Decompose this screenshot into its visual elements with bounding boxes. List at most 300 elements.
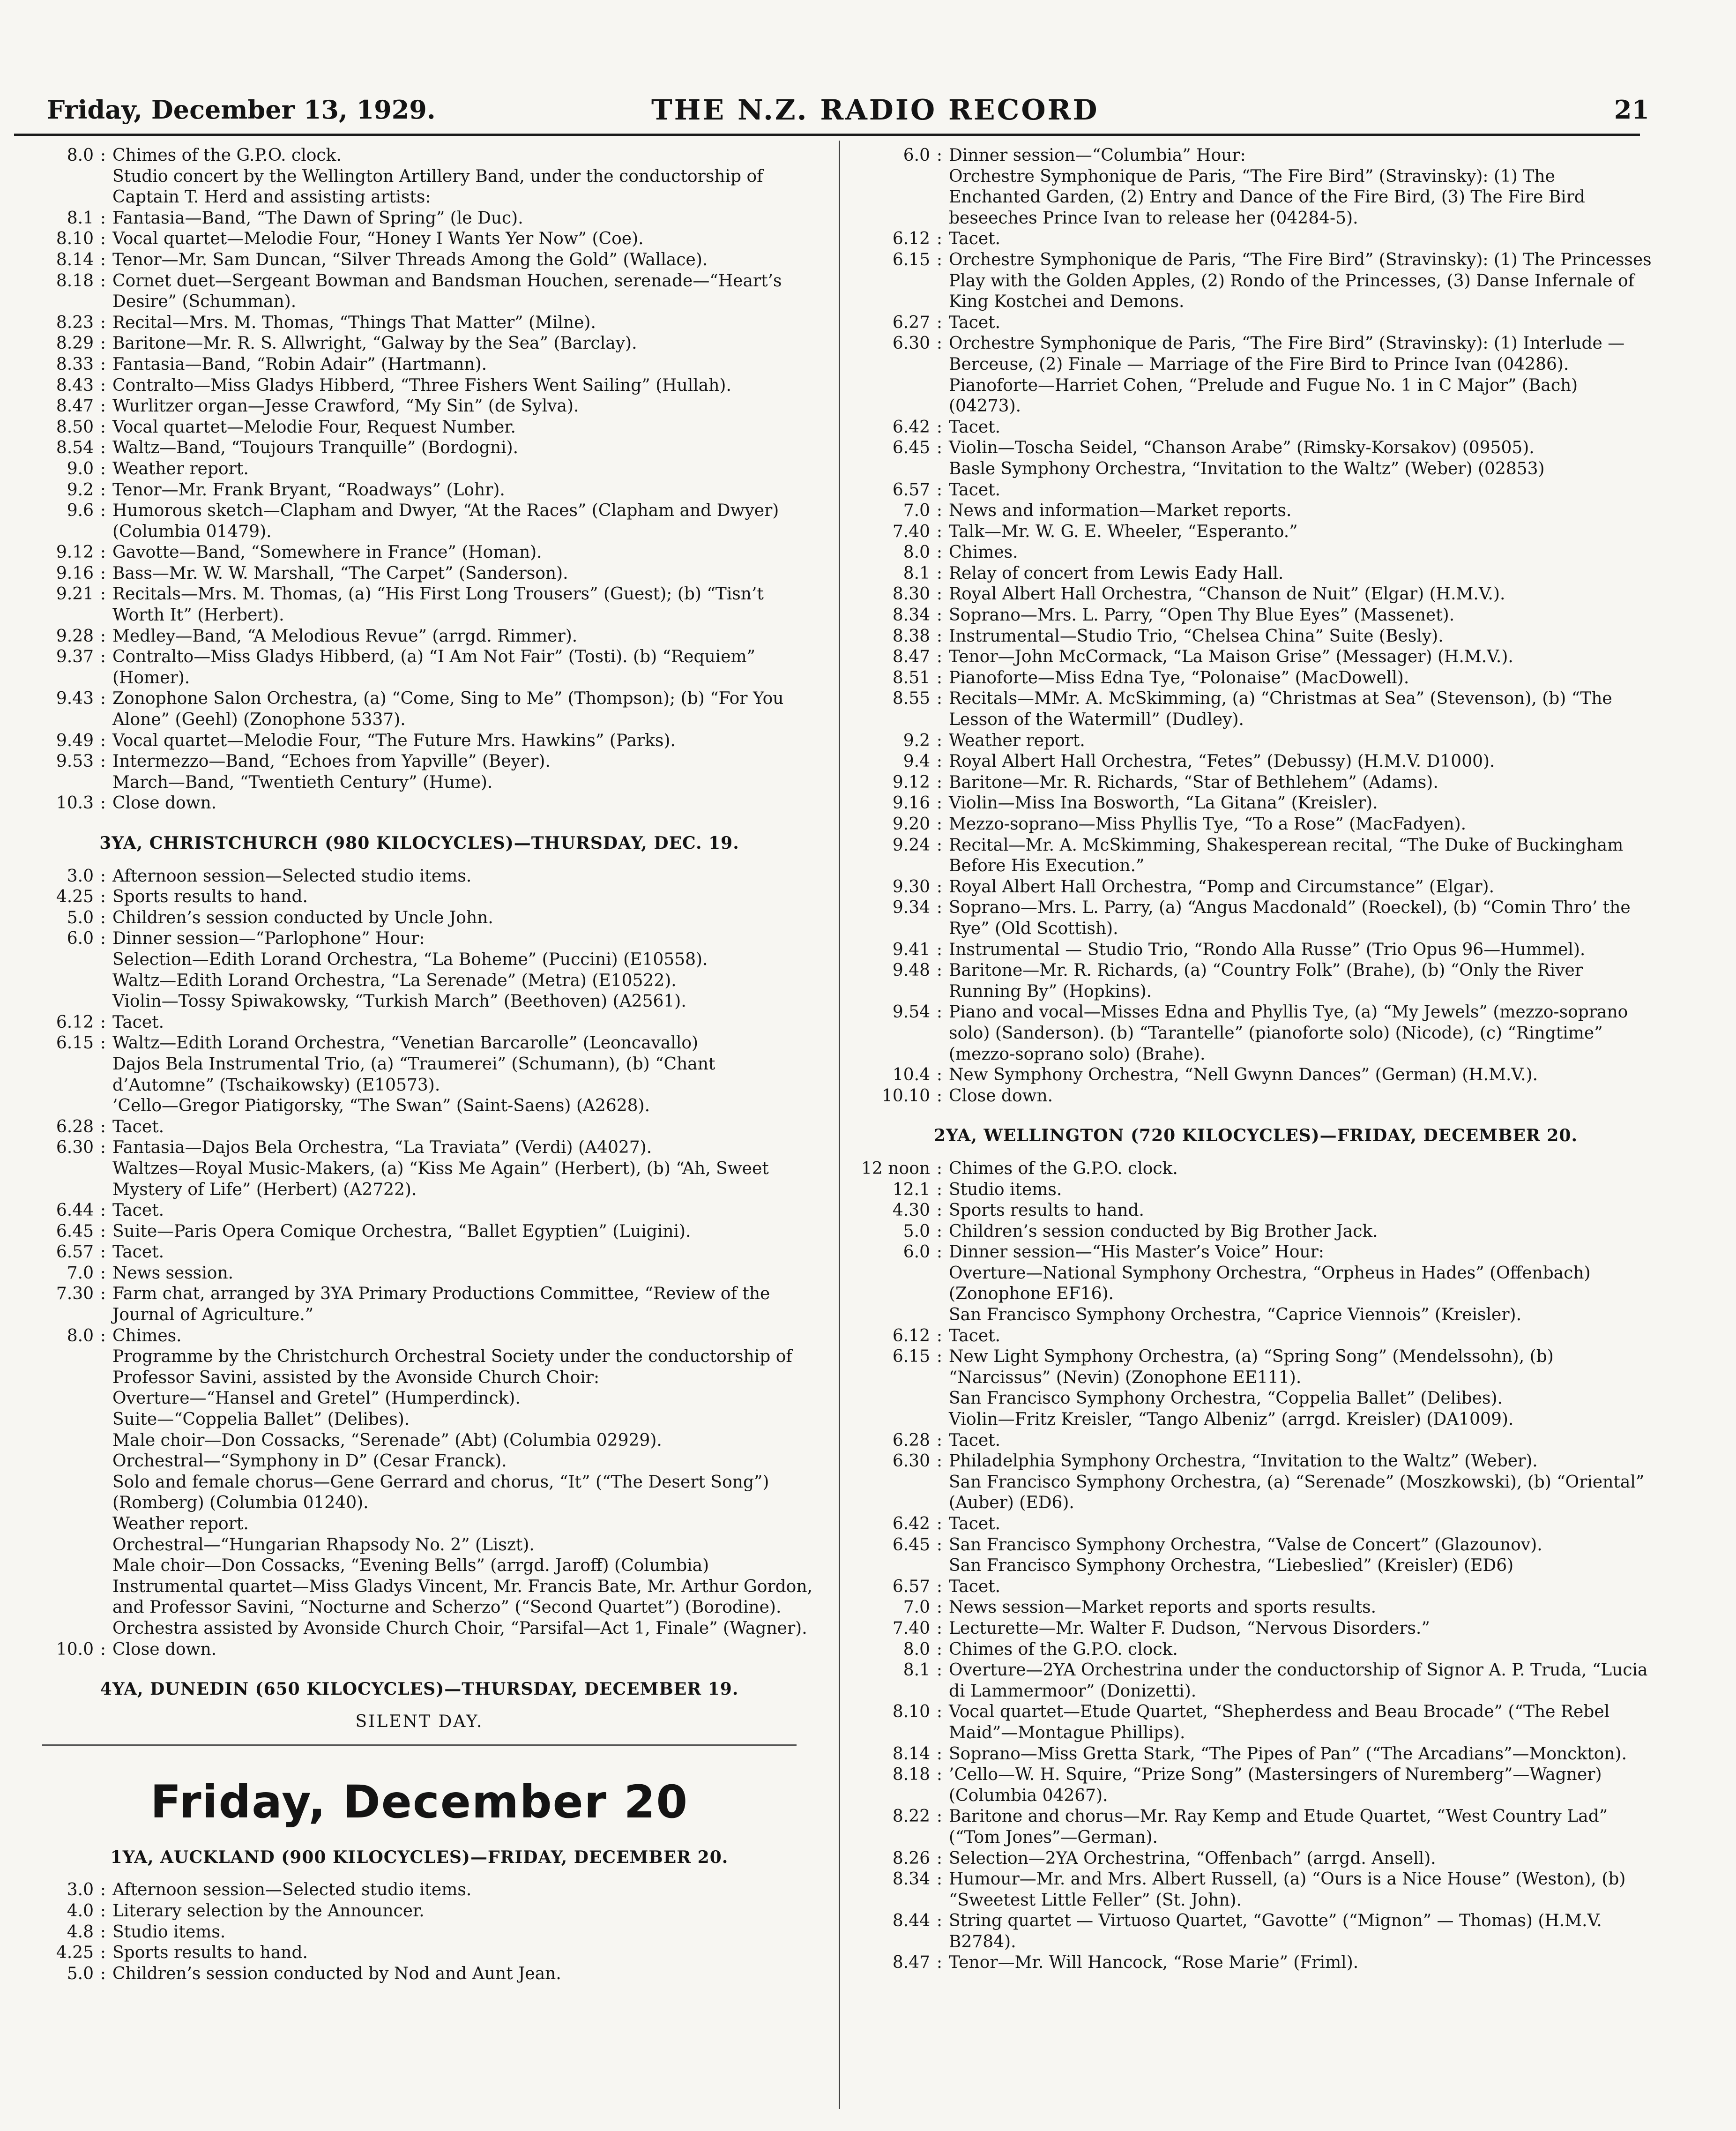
programme-item (23, 1033, 815, 1054)
programme-text: Tenor—Mr. Frank Bryant, “Roadways” (Lohr). (112, 480, 505, 500)
programme-text: Instrumental — Studio Trio, “Rondo Alla Russe” (Trio Opus 96—Hummel). (949, 940, 1586, 959)
time-separator: : (100, 1284, 106, 1304)
programme-time: 9.0 (67, 459, 94, 479)
programme-text: San Francisco Symphony Orchestra, “Valse de Concert” (Glazounov). (949, 1535, 1542, 1555)
programme-text: Close down. (112, 1639, 217, 1659)
programme-text: Fantasia—Dajos Bela Orchestra, “La Traviata” (Verdi) (A4027). (112, 1138, 652, 1158)
programme-time: 9.16 (892, 793, 930, 813)
programme-text: Overture—National Symphony Orchestra, “Orpheus in Hades” (Offenbach) (Zonophone EF16). (949, 1263, 1591, 1304)
programme-time: 12.1 (892, 1180, 930, 1199)
programme-time: 9.49 (56, 731, 94, 750)
programme-item (860, 542, 1652, 563)
programme-time: 8.1 (903, 563, 930, 583)
programme-time: 9.2 (67, 480, 94, 500)
programme-time: 6.0 (67, 929, 94, 949)
programme-item (860, 814, 1652, 835)
programme-text: Vocal quartet—Melodie Four, “The Future Mrs. Hawkins” (Parks). (112, 731, 676, 750)
programme-item (23, 1200, 815, 1221)
programme-text: Waltz—Band, “Toujours Tranquille” (Bordogni). (112, 438, 519, 458)
programme-text: Suite—“Coppelia Ballet” (Delibes). (112, 1410, 410, 1429)
programme-item (860, 459, 1652, 480)
programme-item (860, 1221, 1652, 1242)
programme-time: 6.57 (892, 480, 930, 500)
page-number: 21 (1614, 95, 1649, 125)
programme-item (860, 1242, 1652, 1263)
programme-time: 10.10 (881, 1086, 930, 1106)
programme-item (23, 145, 815, 166)
programme-item (23, 208, 815, 229)
programme-time: 12 noon (861, 1159, 930, 1178)
programme-time: 6.15 (56, 1033, 94, 1053)
programme-text: Tacet. (112, 1201, 164, 1220)
programme-item (23, 584, 815, 626)
time-separator: : (936, 438, 943, 458)
programme-text: Zonophone Salon Orchestra, (a) “Come, Sing to Me” (Thompson); (b) “For You Alone” (Geehl) (Zonophone 5337). (112, 689, 784, 730)
programme-item (23, 396, 815, 417)
programme-time: 9.21 (56, 584, 94, 604)
programme-time: 4.25 (56, 887, 94, 907)
programme-time: 8.43 (56, 375, 94, 395)
time-separator: : (936, 1347, 943, 1367)
programme-text: Weather report. (949, 731, 1085, 750)
programme-text: Soprano—Mrs. L. Parry, “Open Thy Blue Eyes” (Massenet). (949, 606, 1455, 625)
programme-item (23, 1054, 815, 1096)
programme-text: Vocal quartet—Etude Quartet, “Shepherdess and Beau Brocade” (“The Rebel Maid”—Montague Phillips). (949, 1702, 1610, 1742)
programme-item (23, 751, 815, 772)
time-separator: : (936, 1326, 943, 1346)
programme-text: Orchestral—“Symphony in D” (Cesar Franck). (112, 1451, 507, 1471)
programme-time: 8.0 (67, 146, 94, 165)
time-separator: : (936, 1598, 943, 1617)
programme-text: March—Band, “Twentieth Century” (Hume). (112, 772, 493, 792)
programme-text: Wurlitzer organ—Jesse Crawford, “My Sin” (de Sylva). (112, 396, 579, 416)
programme-item (860, 145, 1652, 166)
time-separator: : (100, 1639, 106, 1659)
programme-text: Royal Albert Hall Orchestra, “Fetes” (Debussy) (H.M.V. D1000). (949, 752, 1495, 771)
station-heading: 2YA, WELLINGTON (720 KILOCYCLES)—FRIDAY, DECEMBER 20. (933, 1126, 1578, 1146)
programme-text: Sports results to hand. (112, 887, 308, 907)
programme-text: Waltz—Edith Lorand Orchestra, “Venetian Barcarolle” (Leoncavallo) (112, 1033, 699, 1053)
programme-item (23, 229, 815, 250)
time-separator: : (936, 417, 943, 437)
programme-time: 8.47 (892, 1953, 930, 1973)
programme-time: 9.2 (903, 731, 930, 750)
programme-text: Tacet. (949, 313, 1001, 332)
programme-time: 8.44 (892, 1911, 930, 1931)
programme-time: 4.25 (56, 1943, 94, 1963)
programme-text: Waltz—Edith Lorand Orchestra, “La Serenade” (Metra) (E10522). (112, 971, 677, 990)
station-heading: 1YA, AUCKLAND (900 KILOCYCLES)—FRIDAY, DECEMBER 20. (110, 1847, 729, 1867)
right-column (860, 145, 1652, 1974)
programme-item (860, 688, 1652, 730)
column-divider (839, 141, 840, 2109)
time-separator: : (100, 501, 106, 521)
programme-text: Fantasia—Band, “The Dawn of Spring” (le Duc). (112, 208, 523, 228)
time-separator: : (100, 146, 106, 165)
programme-item (860, 1848, 1652, 1869)
programme-item (860, 250, 1652, 313)
programme-item (860, 166, 1652, 229)
time-separator: : (936, 1765, 943, 1785)
programme-text: Dinner session—“Columbia” Hour: (949, 146, 1246, 165)
programme-item (860, 1514, 1652, 1535)
programme-time: 4.30 (892, 1201, 930, 1220)
time-separator: : (936, 961, 943, 980)
time-separator: : (100, 793, 106, 813)
time-separator: : (936, 689, 943, 709)
programme-item (860, 417, 1652, 438)
programme-text: Soprano—Miss Gretta Stark, “The Pipes of Pan” (“The Arcadians”—Monckton). (949, 1744, 1627, 1764)
programme-text: Tenor—John McCormack, “La Maison Grise” (Messager) (H.M.V.). (949, 647, 1513, 667)
programme-time: 9.43 (56, 689, 94, 709)
programme-text: Violin—Fritz Kreisler, “Tango Albeniz” (arrgd. Kreisler) (DA1009). (949, 1410, 1514, 1429)
programme-item (23, 1577, 815, 1618)
programme-item (23, 688, 815, 730)
time-separator: : (936, 772, 943, 792)
programme-item (860, 1911, 1652, 1952)
programme-text: Baritone—Mr. R. Richards, (a) “Country Folk” (Brahe), (b) “Only the River Running By” (Hopkins). (949, 961, 1583, 1001)
programme-item (860, 501, 1652, 522)
programme-item (860, 731, 1652, 752)
programme-time: 6.12 (892, 229, 930, 249)
programme-item (23, 1117, 815, 1138)
time-separator: : (936, 501, 943, 521)
programme-time: 9.20 (892, 815, 930, 834)
programme-time: 8.47 (56, 396, 94, 416)
time-separator: : (936, 1201, 943, 1220)
programme-text: Selection—2YA Orchestrina, “Offenbach” (arrgd. Ansell). (949, 1848, 1436, 1868)
programme-text: Recital—Mrs. M. Thomas, “Things That Matter” (Milne). (112, 313, 596, 332)
programme-text: Tacet. (949, 1514, 1001, 1533)
programme-item (860, 835, 1652, 877)
time-separator: : (100, 250, 106, 269)
programme-text: Intermezzo—Band, “Echoes from Yapville” (Beyer). (112, 752, 551, 771)
publication-title: THE N.Z. RADIO RECORD (651, 94, 1099, 127)
programme-time: 8.38 (892, 626, 930, 646)
time-separator: : (936, 1451, 943, 1471)
programme-item (23, 1409, 815, 1430)
programme-item (860, 1388, 1652, 1409)
programme-text: Tacet. (949, 1430, 1001, 1450)
programme-item (23, 887, 815, 908)
programme-item (860, 480, 1652, 501)
programme-text: Chimes of the G.P.O. clock. (949, 1639, 1178, 1659)
programme-item (23, 1137, 815, 1159)
time-separator: : (936, 606, 943, 625)
programme-time: 6.45 (56, 1221, 94, 1241)
programme-time: 6.42 (892, 417, 930, 437)
programme-text: Suite—Paris Opera Comique Orchestra, “Ballet Egyptien” (Luigini). (112, 1221, 691, 1241)
programme-time: 6.44 (56, 1201, 94, 1220)
programme-time: 9.6 (67, 501, 94, 521)
time-separator: : (936, 1660, 943, 1680)
programme-text: Humorous sketch—Clapham and Dwyer, “At the Races” (Clapham and Dwyer) (Columbia 01479). (112, 501, 779, 541)
programme-text: Literary selection by the Announcer. (112, 1901, 425, 1921)
programme-item (23, 417, 815, 438)
programme-time: 9.30 (892, 877, 930, 897)
programme-item (860, 1765, 1652, 1806)
programme-item (23, 1922, 815, 1943)
programme-text: Talk—Mr. W. G. E. Wheeler, “Esperanto.” (949, 522, 1298, 541)
programme-time: 6.42 (892, 1514, 930, 1533)
time-separator: : (100, 396, 106, 416)
programme-text: Instrumental—Studio Trio, “Chelsea China” Suite (Besly). (949, 626, 1444, 646)
time-separator: : (100, 929, 106, 949)
programme-text: Pianoforte—Miss Edna Tye, “Polonaise” (MacDowell). (949, 668, 1409, 688)
programme-item (860, 1430, 1652, 1451)
programme-item (23, 866, 815, 887)
programme-item (23, 1430, 815, 1451)
programme-text: Basle Symphony Orchestra, “Invitation to the Waltz” (Weber) (02853) (949, 459, 1545, 479)
programme-text: Gavotte—Band, “Somewhere in France” (Homan). (112, 543, 542, 562)
programme-item (23, 313, 815, 334)
programme-time: 5.0 (67, 908, 94, 927)
programme-time: 3.0 (67, 866, 94, 886)
programme-time: 7.40 (892, 1618, 930, 1638)
time-separator: : (936, 1180, 943, 1199)
programme-item (23, 1451, 815, 1472)
programme-text: Overture—“Hansel and Gretel” (Humperdinck). (112, 1389, 521, 1408)
time-separator: : (936, 1514, 943, 1533)
time-separator: : (936, 1702, 943, 1722)
programme-text: Dinner session—“Parlophone” Hour: (112, 929, 425, 949)
programme-text: Orchestra assisted by Avonside Church Choir, “Parsifal—Act 1, Finale” (Wagner). (112, 1618, 807, 1638)
programme-item (860, 1555, 1652, 1577)
programme-text: Overture—2YA Orchestrina under the conductorship of Signor A. P. Truda, “Lucia di Lammermoor” (Donizetti). (949, 1660, 1648, 1701)
programme-time: 9.12 (892, 772, 930, 792)
time-separator: : (936, 731, 943, 750)
time-separator: : (936, 1159, 943, 1178)
programme-text: San Francisco Symphony Orchestra, “Coppelia Ballet” (Delibes). (949, 1389, 1503, 1408)
programme-time: 4.0 (67, 1901, 94, 1921)
programme-item (860, 229, 1652, 250)
programme-item (860, 1326, 1652, 1347)
programme-item (23, 1901, 815, 1922)
programme-item (23, 1639, 815, 1660)
time-separator: : (100, 626, 106, 646)
programme-text: San Francisco Symphony Orchestra, “Caprice Viennois” (Kreisler). (949, 1305, 1522, 1325)
programme-time: 8.0 (903, 1639, 930, 1659)
programme-text: News session. (112, 1263, 234, 1283)
programme-item (860, 1660, 1652, 1702)
programme-item (860, 313, 1652, 334)
programme-text: Violin—Tossy Spiwakowsky, “Turkish March” (Beethoven) (A2561). (112, 992, 686, 1011)
programme-item (860, 522, 1652, 543)
programme-time: 9.54 (892, 1002, 930, 1022)
programme-text: Afternoon session—Selected studio items. (112, 1880, 472, 1900)
programme-text: Orchestral—“Hungarian Rhapsody No. 2” (Liszt). (112, 1535, 535, 1555)
time-separator: : (100, 208, 106, 228)
programme-text: Orchestre Symphonique de Paris, “The Fire Bird” (Stravinsky): (1) The Princesses Play with the Golden Apples, (2) Rondo of the Princesses, (3) Danse Infernale of King Kostchei and Demons. (949, 250, 1652, 312)
programme-time: 9.37 (56, 647, 94, 667)
programme-text: Lecturette—Mr. Walter F. Dudson, “Nervous Disorders.” (949, 1618, 1430, 1638)
programme-time: 9.16 (56, 563, 94, 583)
programme-text: Recital—Mr. A. McSkimming, Shakesperean recital, “The Duke of Buckingham Before His Execution.” (949, 835, 1624, 876)
time-separator: : (936, 563, 943, 583)
programme-item (23, 1555, 815, 1577)
programme-time: 5.0 (903, 1221, 930, 1241)
programme-text: Baritone and chorus—Mr. Ray Kemp and Etude Quartet, “West Country Lad” (“Tom Jones”—German). (949, 1807, 1608, 1847)
programme-text: Chimes of the G.P.O. clock. (112, 146, 342, 165)
programme-item (860, 605, 1652, 626)
programme-time: 7.40 (892, 522, 930, 541)
time-separator: : (936, 1577, 943, 1596)
time-separator: : (936, 1953, 943, 1973)
programme-item (860, 333, 1652, 375)
programme-text: Tenor—Mr. Sam Duncan, “Silver Threads Among the Gold” (Wallace). (112, 250, 708, 269)
programme-item (23, 1159, 815, 1200)
programme-item (23, 1096, 815, 1117)
programme-time: 8.33 (56, 354, 94, 374)
programme-item (860, 1002, 1652, 1065)
programme-text: Studio concert by the Wellington Artillery Band, under the conductorship of Captain T. Herd and assisting artists: (112, 166, 763, 207)
programme-item (23, 1472, 815, 1514)
programme-text: Baritone—Mr. R. Richards, “Star of Bethlehem” (Adams). (949, 772, 1438, 792)
time-separator: : (936, 334, 943, 353)
time-separator: : (100, 1901, 106, 1921)
programme-item (23, 647, 815, 688)
programme-text: Pianoforte—Harriet Cohen, “Prelude and Fugue No. 1 in C Major” (Bach) (04273). (949, 375, 1578, 416)
programme-text: Tacet. (112, 1012, 164, 1032)
programme-time: 8.14 (56, 250, 94, 269)
programme-text: Waltzes—Royal Music-Makers, (a) “Kiss Me Again” (Herbert), (b) “Ah, Sweet Mystery of Life” (Herbert) (A2722). (112, 1159, 769, 1199)
programme-text: Recitals—Mrs. M. Thomas, (a) “His First Long Trousers” (Guest); (b) “Tisn’t Worth It” (Herbert). (112, 584, 764, 625)
programme-time: 8.51 (892, 668, 930, 688)
programme-text: Tacet. (949, 417, 1001, 437)
programme-item (23, 166, 815, 208)
time-separator: : (100, 1117, 106, 1137)
programme-item (23, 1263, 815, 1284)
time-separator: : (100, 459, 106, 479)
programme-text: News session—Market reports and sports results. (949, 1598, 1377, 1617)
programme-item (860, 584, 1652, 605)
programme-time: 8.1 (67, 208, 94, 228)
programme-item (860, 1744, 1652, 1765)
programme-time: 6.15 (892, 250, 930, 269)
programme-time: 6.15 (892, 1347, 930, 1367)
programme-time: 6.30 (892, 334, 930, 353)
programme-item (860, 1639, 1652, 1660)
programme-text: Chimes. (949, 543, 1018, 562)
programme-time: 8.18 (892, 1765, 930, 1785)
programme-text: Orchestre Symphonique de Paris, “The Fire Bird” (Stravinsky): (1) The Enchanted Garden, (2) Entry and Dance of the Fire Bird, (3) The Fire Bird beseeches Prince Ivan to release her (04284-5). (949, 166, 1585, 228)
programme-text: Chimes of the G.P.O. clock. (949, 1159, 1178, 1178)
programme-item (860, 1409, 1652, 1430)
programme-text: Male choir—Don Cossacks, “Evening Bells” (arrgd. Jaroff) (Columbia) (112, 1556, 709, 1576)
programme-time: 6.27 (892, 313, 930, 332)
programme-item (860, 1451, 1652, 1472)
programme-time: 8.30 (892, 584, 930, 604)
time-separator: : (100, 375, 106, 395)
time-separator: : (936, 752, 943, 771)
programme-time: 6.28 (892, 1430, 930, 1450)
programme-time: 8.26 (892, 1848, 930, 1868)
section-rule (42, 1744, 797, 1746)
programme-time: 9.48 (892, 961, 930, 980)
programme-time: 8.10 (892, 1702, 930, 1722)
time-separator: : (100, 1012, 106, 1032)
programme-time: 6.0 (903, 1242, 930, 1262)
programme-item (23, 1535, 815, 1556)
time-separator: : (100, 1943, 106, 1963)
programme-item (860, 1200, 1652, 1221)
programme-text: Tacet. (949, 1577, 1001, 1596)
programme-text: Weather report. (112, 459, 249, 479)
time-separator: : (936, 229, 943, 249)
programme-item (23, 793, 815, 814)
programme-item (860, 375, 1652, 417)
programme-item (23, 271, 815, 313)
time-separator: : (100, 1922, 106, 1942)
programme-time: 8.29 (56, 334, 94, 353)
programme-item (23, 250, 815, 271)
programme-item (23, 1388, 815, 1409)
programme-item (860, 772, 1652, 793)
programme-item (23, 908, 815, 929)
time-separator: : (936, 815, 943, 834)
day-heading: Friday, December 20 (150, 1775, 689, 1828)
time-separator: : (100, 731, 106, 750)
programme-item (23, 950, 815, 971)
programme-text: Tacet. (949, 480, 1001, 500)
programme-text: Tenor—Mr. Will Hancock, “Rose Marie” (Friml). (949, 1953, 1359, 1973)
programme-item (860, 1086, 1652, 1107)
programme-time: 6.12 (892, 1326, 930, 1346)
silent-day-notice: SILENT DAY. (355, 1712, 484, 1731)
time-separator: : (936, 1002, 943, 1022)
programme-time: 9.12 (56, 543, 94, 562)
time-separator: : (936, 1639, 943, 1659)
programme-time: 10.3 (56, 793, 94, 813)
programme-time: 6.12 (56, 1012, 94, 1032)
programme-text: Tacet. (112, 1117, 164, 1137)
time-separator: : (936, 480, 943, 500)
time-separator: : (100, 438, 106, 458)
programme-item (860, 897, 1652, 939)
time-separator: : (936, 1065, 943, 1085)
time-separator: : (936, 146, 943, 165)
programme-time: 6.28 (56, 1117, 94, 1137)
time-separator: : (936, 584, 943, 604)
time-separator: : (100, 543, 106, 562)
programme-text: Humour—Mr. and Mrs. Albert Russell, (a) “Ours is a Nice House” (Weston), (b) “Sweetest Little Feller” (St. John). (949, 1869, 1626, 1910)
time-separator: : (100, 563, 106, 583)
masthead-rule (14, 134, 1640, 136)
programme-text: Sports results to hand. (949, 1201, 1144, 1220)
time-separator: : (936, 647, 943, 667)
time-separator: : (936, 1535, 943, 1555)
programme-text: Selection—Edith Lorand Orchestra, “La Boheme” (Puccini) (E10558). (112, 950, 708, 969)
time-separator: : (100, 1242, 106, 1262)
time-separator: : (100, 1326, 106, 1346)
programme-time: 10.4 (892, 1065, 930, 1085)
time-separator: : (100, 584, 106, 604)
programme-text: News and information—Market reports. (949, 501, 1292, 521)
programme-text: Violin—Miss Ina Bosworth, “La Gitana” (Kreisler). (949, 793, 1378, 813)
programme-item (860, 563, 1652, 584)
programme-item (860, 1305, 1652, 1326)
programme-text: Studio items. (949, 1180, 1062, 1199)
time-separator: : (936, 1744, 943, 1764)
programme-text: Royal Albert Hall Orchestra, “Chanson de Nuit” (Elgar) (H.M.V.). (949, 584, 1505, 604)
programme-item (23, 1012, 815, 1033)
time-separator: : (936, 1430, 943, 1450)
programme-item (23, 375, 815, 396)
programme-text: New Light Symphony Orchestra, (a) “Spring Song” (Mendelssohn), (b) “Narcissus” (Nevin) (Zonophone EE111). (949, 1347, 1554, 1387)
programme-time: 7.0 (903, 501, 930, 521)
programme-item (23, 563, 815, 584)
programme-item (860, 668, 1652, 689)
